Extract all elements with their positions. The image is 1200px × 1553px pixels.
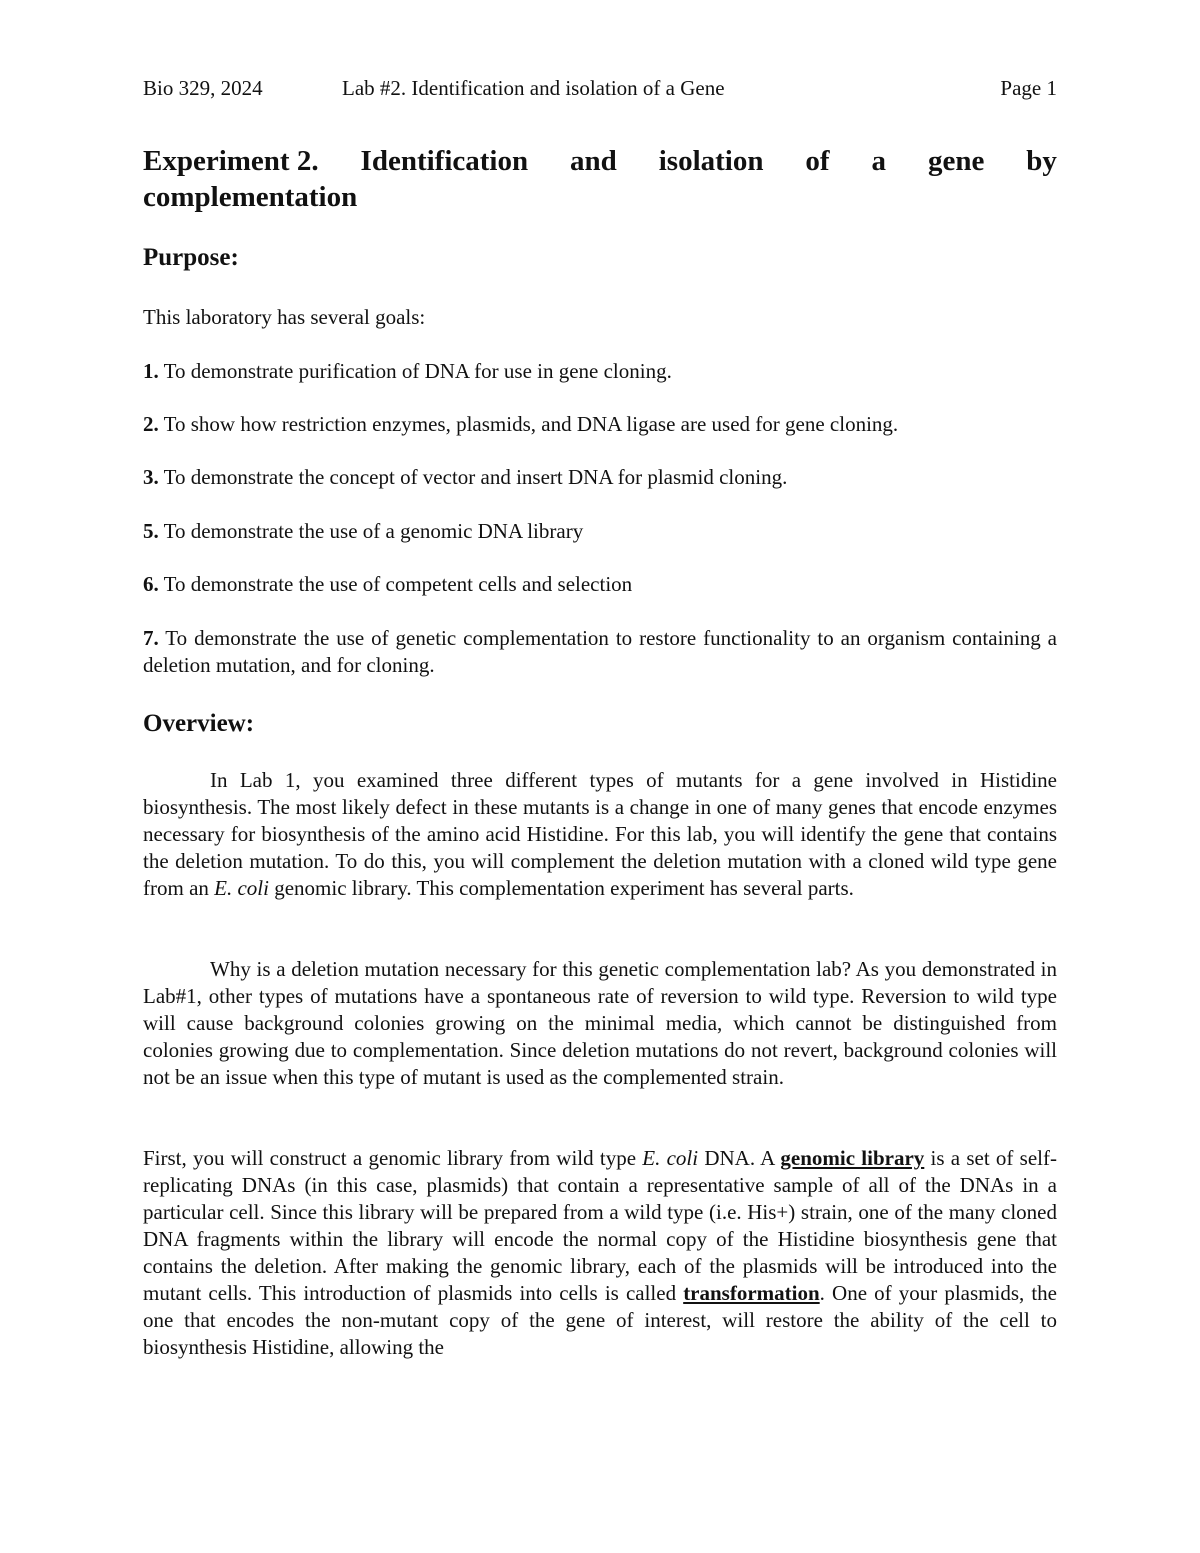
goal-number: 6. [143,572,159,596]
term-transformation: transformation [683,1281,820,1305]
goal-number: 7. [143,626,159,650]
goal-item [143,464,1057,491]
page-title [143,143,1057,215]
title-word: gene [927,145,985,177]
overview-p3-text-a: First, you will construct a genomic library from wild type [143,1146,643,1170]
overview-p3-text-c: is a set of self-replicating DNAs (in this case, plasmids) that contain a representative sample of all of the DNAs in a particular cell. Since this library will be prepared from a wild type (i.e. His+) strain, one of the many cloned DNA fragments within the library will encode the normal copy of the Histidine biosynthesis gene that contains the deletion. After making the genomic library, each of the plasmids will be introduced into the mutant cells. This introduction of plasmids into cells is called [143,1146,1057,1305]
header-course: Bio 329, 2024 [143,76,263,100]
purpose-heading: Purpose: [143,244,239,271]
goal-text: To show how restriction enzymes, plasmids, and DNA ligase are used for gene cloning. [158,412,899,436]
goal-item [143,518,1057,545]
goal-text: To demonstrate the concept of vector and insert DNA for plasmid cloning. [158,465,788,489]
title-word: Experiment 2. [143,145,319,177]
goal-item [143,625,1057,679]
goal-item [143,411,1057,438]
goal-number: 2. [143,412,159,436]
organism-name: E. coli [642,1146,699,1170]
overview-paragraph-2: Why is a deletion mutation necessary for this genetic complementation lab? As you demonstrated in Lab#1, other types of mutations have a spontaneous rate of reversion to wild type. Reversion to wild type will cause background colonies growing on the minimal media, which cannot be distinguished from colonies growing due to complementation. Since deletion mutations do not revert, background colonies will not be an issue when this type of mutant is used as the complemented strain. [143,957,1057,1089]
header-page-number: Page 1 [1000,76,1057,100]
overview-p1-text-b: genomic library. This complementation experiment has several parts. [268,876,854,900]
header-lab-title: Lab #2. Identification and isolation of a Gene [342,76,725,100]
goal-text: To demonstrate the use of a genomic DNA library [158,519,584,543]
title-line-2: complementation [143,181,358,213]
title-word: isolation [658,145,764,177]
overview-p3-text-d: . One of your plasmids, the one that encodes the non-mutant copy of the gene of interest, will restore the ability of the cell to biosynthesis Histidine, allowing the [143,1281,1058,1359]
goal-text: To demonstrate the use of genetic complementation to restore functionality to an organism containing a deletion mutation, and for cloning. [143,626,1057,677]
title-word: Identification [360,145,529,177]
overview-paragraph-3 [143,1145,1057,1361]
goal-text: To demonstrate the use of competent cells and selection [158,572,633,596]
goal-number: 5. [143,519,159,543]
title-word: by [1026,145,1057,177]
organism-name: E. coli [214,876,269,900]
running-header [143,74,1057,102]
title-word: a [871,145,887,177]
title-line-1 [143,143,1057,179]
purpose-intro: This laboratory has several goals: [143,305,426,329]
title-word: of [805,145,830,177]
goal-number: 3. [143,465,159,489]
goal-item [143,571,1057,598]
overview-p3-text-b: DNA. A [698,1146,781,1170]
goal-number: 1. [143,359,159,383]
goal-item [143,358,1057,385]
overview-p1-text-a: In Lab 1, you examined three different types of mutants for a gene involved in Histidine biosynthesis. The most likely defect in these mutants is a change in one of many genes that encode enzymes necessary for biosynthesis of the amino acid Histidine. For this lab, you will identify the gene that contains the deletion mutation. To do this, you will complement the deletion mutation with a cloned wild type gene from an [143,768,1057,900]
goal-text: To demonstrate purification of DNA for use in gene cloning. [158,359,672,383]
overview-paragraph-1 [143,767,1057,902]
term-genomic-library: genomic library [780,1146,925,1170]
overview-heading: Overview: [143,710,255,737]
title-word: and [570,145,617,177]
